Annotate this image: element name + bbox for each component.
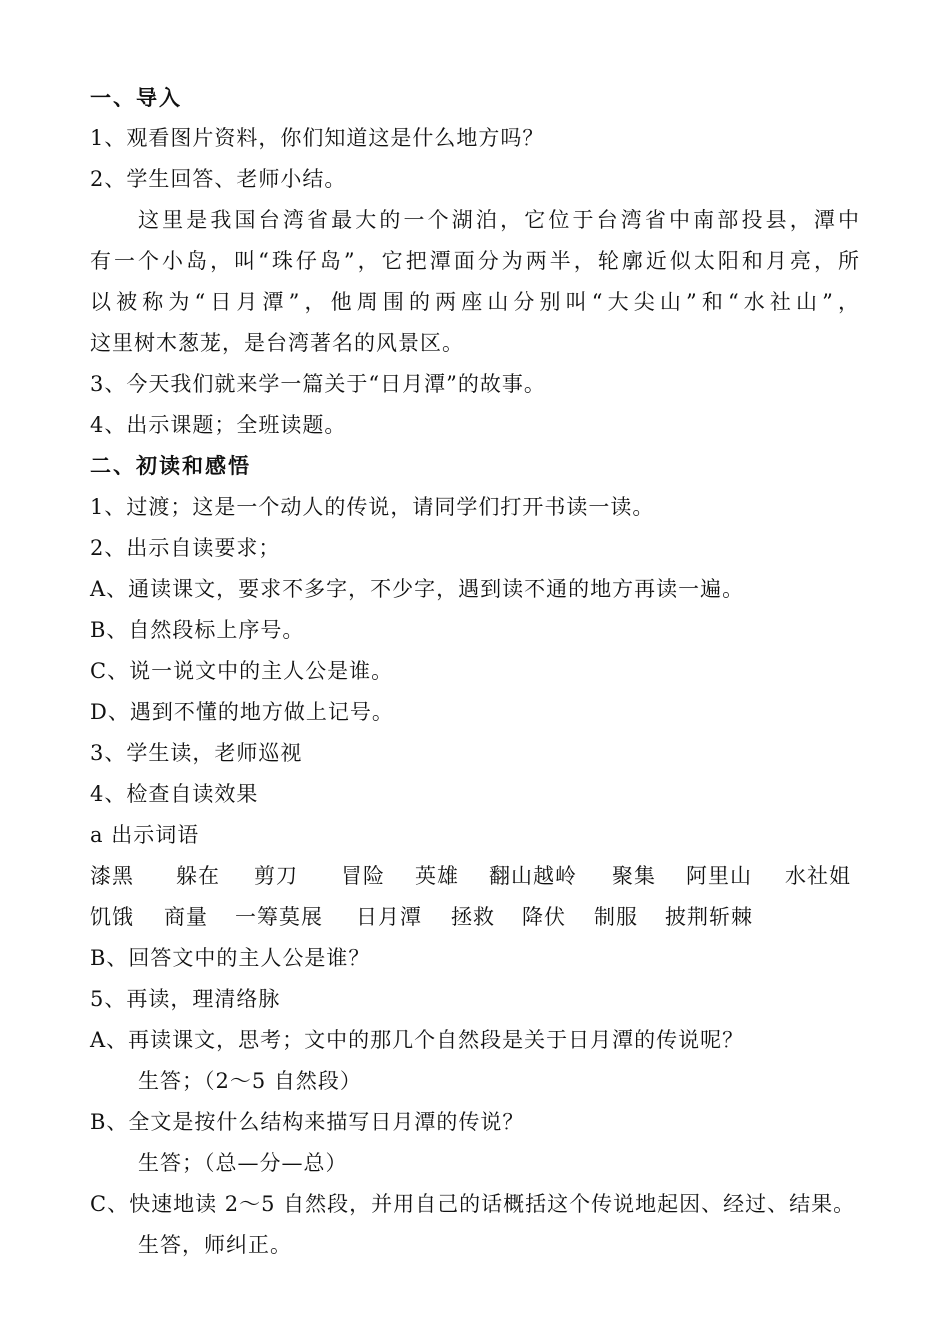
section2-line-4: B、自然段标上序号。: [90, 618, 305, 642]
section1-item-2: 2、学生回答、老师小结。: [90, 167, 347, 191]
section2-line-1: 1、过渡；这是一个动人的传说，请同学们打开书读一读。: [90, 495, 655, 519]
section1-heading: 一、导入: [90, 85, 182, 110]
section1-item-3: 3、今天我们就来学一篇关于“日月潭”的故事。: [90, 372, 546, 396]
vocab-word: 躲在: [176, 864, 220, 888]
intro-paragraph-line-2: 有一个小岛，叫“珠仔岛”，它把潭面分为两半，轮廓近似太阳和月亮，所: [90, 249, 860, 273]
section2-line-11: 5、再读，理清络脉: [90, 987, 281, 1011]
section1-item-4: 4、出示课题；全班读题。: [90, 413, 347, 437]
vocab-word: 一筹莫展: [235, 905, 323, 929]
student-answer-2: 生答；（总—分—总）: [138, 1151, 348, 1175]
section2-line-5: C、说一说文中的主人公是谁。: [90, 659, 394, 683]
vocab-word: 制服: [594, 905, 638, 929]
vocab-word: 漆黑: [90, 864, 134, 888]
intro-paragraph-line-3: 以被称为“日月潭”，他周围的两座山分别叫“大尖山”和“水社山”，: [90, 290, 860, 314]
section2-line-14: C、快速地读 2～5 自然段，并用自己的话概括这个传说地起因、经过、结果。: [90, 1192, 856, 1216]
student-answer-3: 生答，师纠正。: [138, 1233, 292, 1257]
vocab-word: 拯救: [451, 905, 495, 929]
student-answer-1: 生答；（2～5 自然段）: [138, 1069, 362, 1093]
section2-heading: 二、初读和感悟: [90, 453, 251, 478]
section2-line-13: B、全文是按什么结构来描写日月潭的传说？: [90, 1110, 525, 1134]
vocab-word: 日月潭: [356, 905, 422, 929]
vocab-word: 商量: [164, 905, 208, 929]
section2-line-12: A、再读课文，思考；文中的那几个自然段是关于日月潭的传说呢？: [90, 1028, 745, 1052]
section2-line-6: D、遇到不懂的地方做上记号。: [90, 700, 394, 724]
vocab-word: 饥饿: [90, 905, 134, 929]
vocab-word: 翻山越岭: [489, 864, 577, 888]
section2-line-2: 2、出示自读要求；: [90, 536, 281, 560]
intro-paragraph-line-1: 这里是我国台湾省最大的一个湖泊，它位于台湾省中南部投县，潭中: [138, 208, 860, 232]
section1-item-1: 1、观看图片资料，你们知道这是什么地方吗？: [90, 126, 545, 150]
vocab-word: 聚集: [612, 864, 656, 888]
section2-line-10: B、回答文中的主人公是谁？: [90, 946, 371, 970]
vocab-word: 英雄: [415, 864, 459, 888]
vocab-word: 冒险: [341, 864, 385, 888]
section2-line-3: A、通读课文，要求不多字，不少字，遇到读不通的地方再读一遍。: [90, 577, 745, 601]
vocab-word: 剪刀: [254, 864, 298, 888]
section2-line-7: 3、学生读，老师巡视: [90, 741, 303, 765]
vocab-word: 阿里山: [686, 864, 752, 888]
vocab-word: 降伏: [522, 905, 566, 929]
section2-line-8: 4、检查自读效果: [90, 782, 259, 806]
intro-paragraph-line-4: 这里树木葱茏，是台湾著名的风景区。: [90, 331, 464, 355]
vocab-word: 水社姐: [785, 864, 851, 888]
vocab-word: 披荆斩棘: [665, 905, 753, 929]
section2-line-9: a 出示词语: [90, 823, 200, 847]
